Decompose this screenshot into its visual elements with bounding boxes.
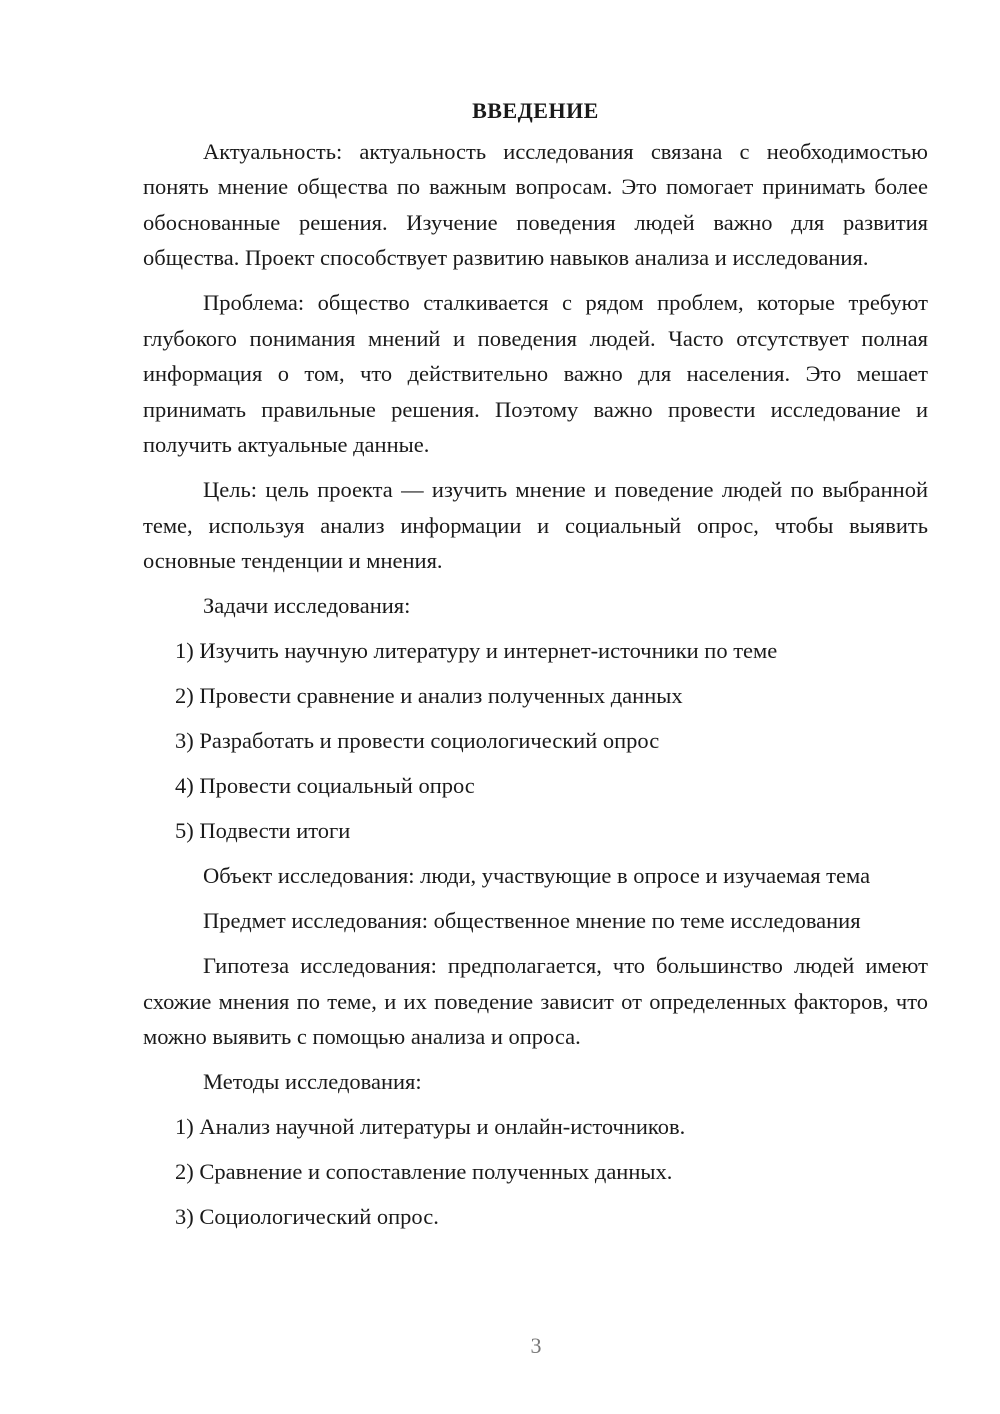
methods-list xyxy=(143,1109,928,1235)
page-number: 3 xyxy=(530,1333,542,1358)
list-item: 3) Разработать и провести социологический опрос xyxy=(175,728,660,753)
hypothesis-paragraph: Гипотеза исследования: предполагается, что большинство людей имеют схожие мнения по теме, и их поведение зависит от определенных факторов, что можно выявить с помощью анализа и опроса. xyxy=(143,953,928,1049)
list-item: 2) Сравнение и сопоставление полученных данных. xyxy=(175,1159,673,1184)
list-item: 3) Социологический опрос. xyxy=(175,1204,439,1229)
tasks-heading: Задачи исследования: xyxy=(203,593,411,618)
tasks-list xyxy=(143,633,928,849)
subject-paragraph: Предмет исследования: общественное мнение по теме исследования xyxy=(203,908,861,933)
list-item: 4) Провести социальный опрос xyxy=(175,773,475,798)
page-title: ВВЕДЕНИЕ xyxy=(472,98,599,123)
goal-paragraph: Цель: цель проекта — изучить мнение и поведение людей по выбранной теме, используя анализ информации и социальный опрос, чтобы выявить основные тенденции и мнения. xyxy=(143,477,928,573)
list-item: 1) Изучить научную литературу и интернет-источники по теме xyxy=(175,638,778,663)
list-item: 5) Подвести итоги xyxy=(175,818,351,843)
relevance-paragraph: Актуальность: актуальность исследования связана с необходимостью понять мнение общества по важным вопросам. Это помогает принимать более обоснованные решения. Изучение поведения людей важно для развития общества. Проект способствует развитию навыков анализа и исследования. xyxy=(143,138,928,270)
object-paragraph: Объект исследования: люди, участвующие в опросе и изучаемая тема xyxy=(203,863,871,888)
page-content xyxy=(143,93,928,1244)
list-item: 1) Анализ научной литературы и онлайн-источников. xyxy=(175,1114,686,1139)
methods-heading: Методы исследования: xyxy=(203,1069,422,1094)
problem-paragraph: Проблема: общество сталкивается с рядом проблем, которые требуют глубокого понимания мнений и поведения людей. Часто отсутствует полная информация о том, что действительно важно для населения. Это мешает принимать правильные решения. Поэтому важно провести исследование и получить актуальные данные. xyxy=(143,290,928,457)
list-item: 2) Провести сравнение и анализ полученных данных xyxy=(175,683,683,708)
